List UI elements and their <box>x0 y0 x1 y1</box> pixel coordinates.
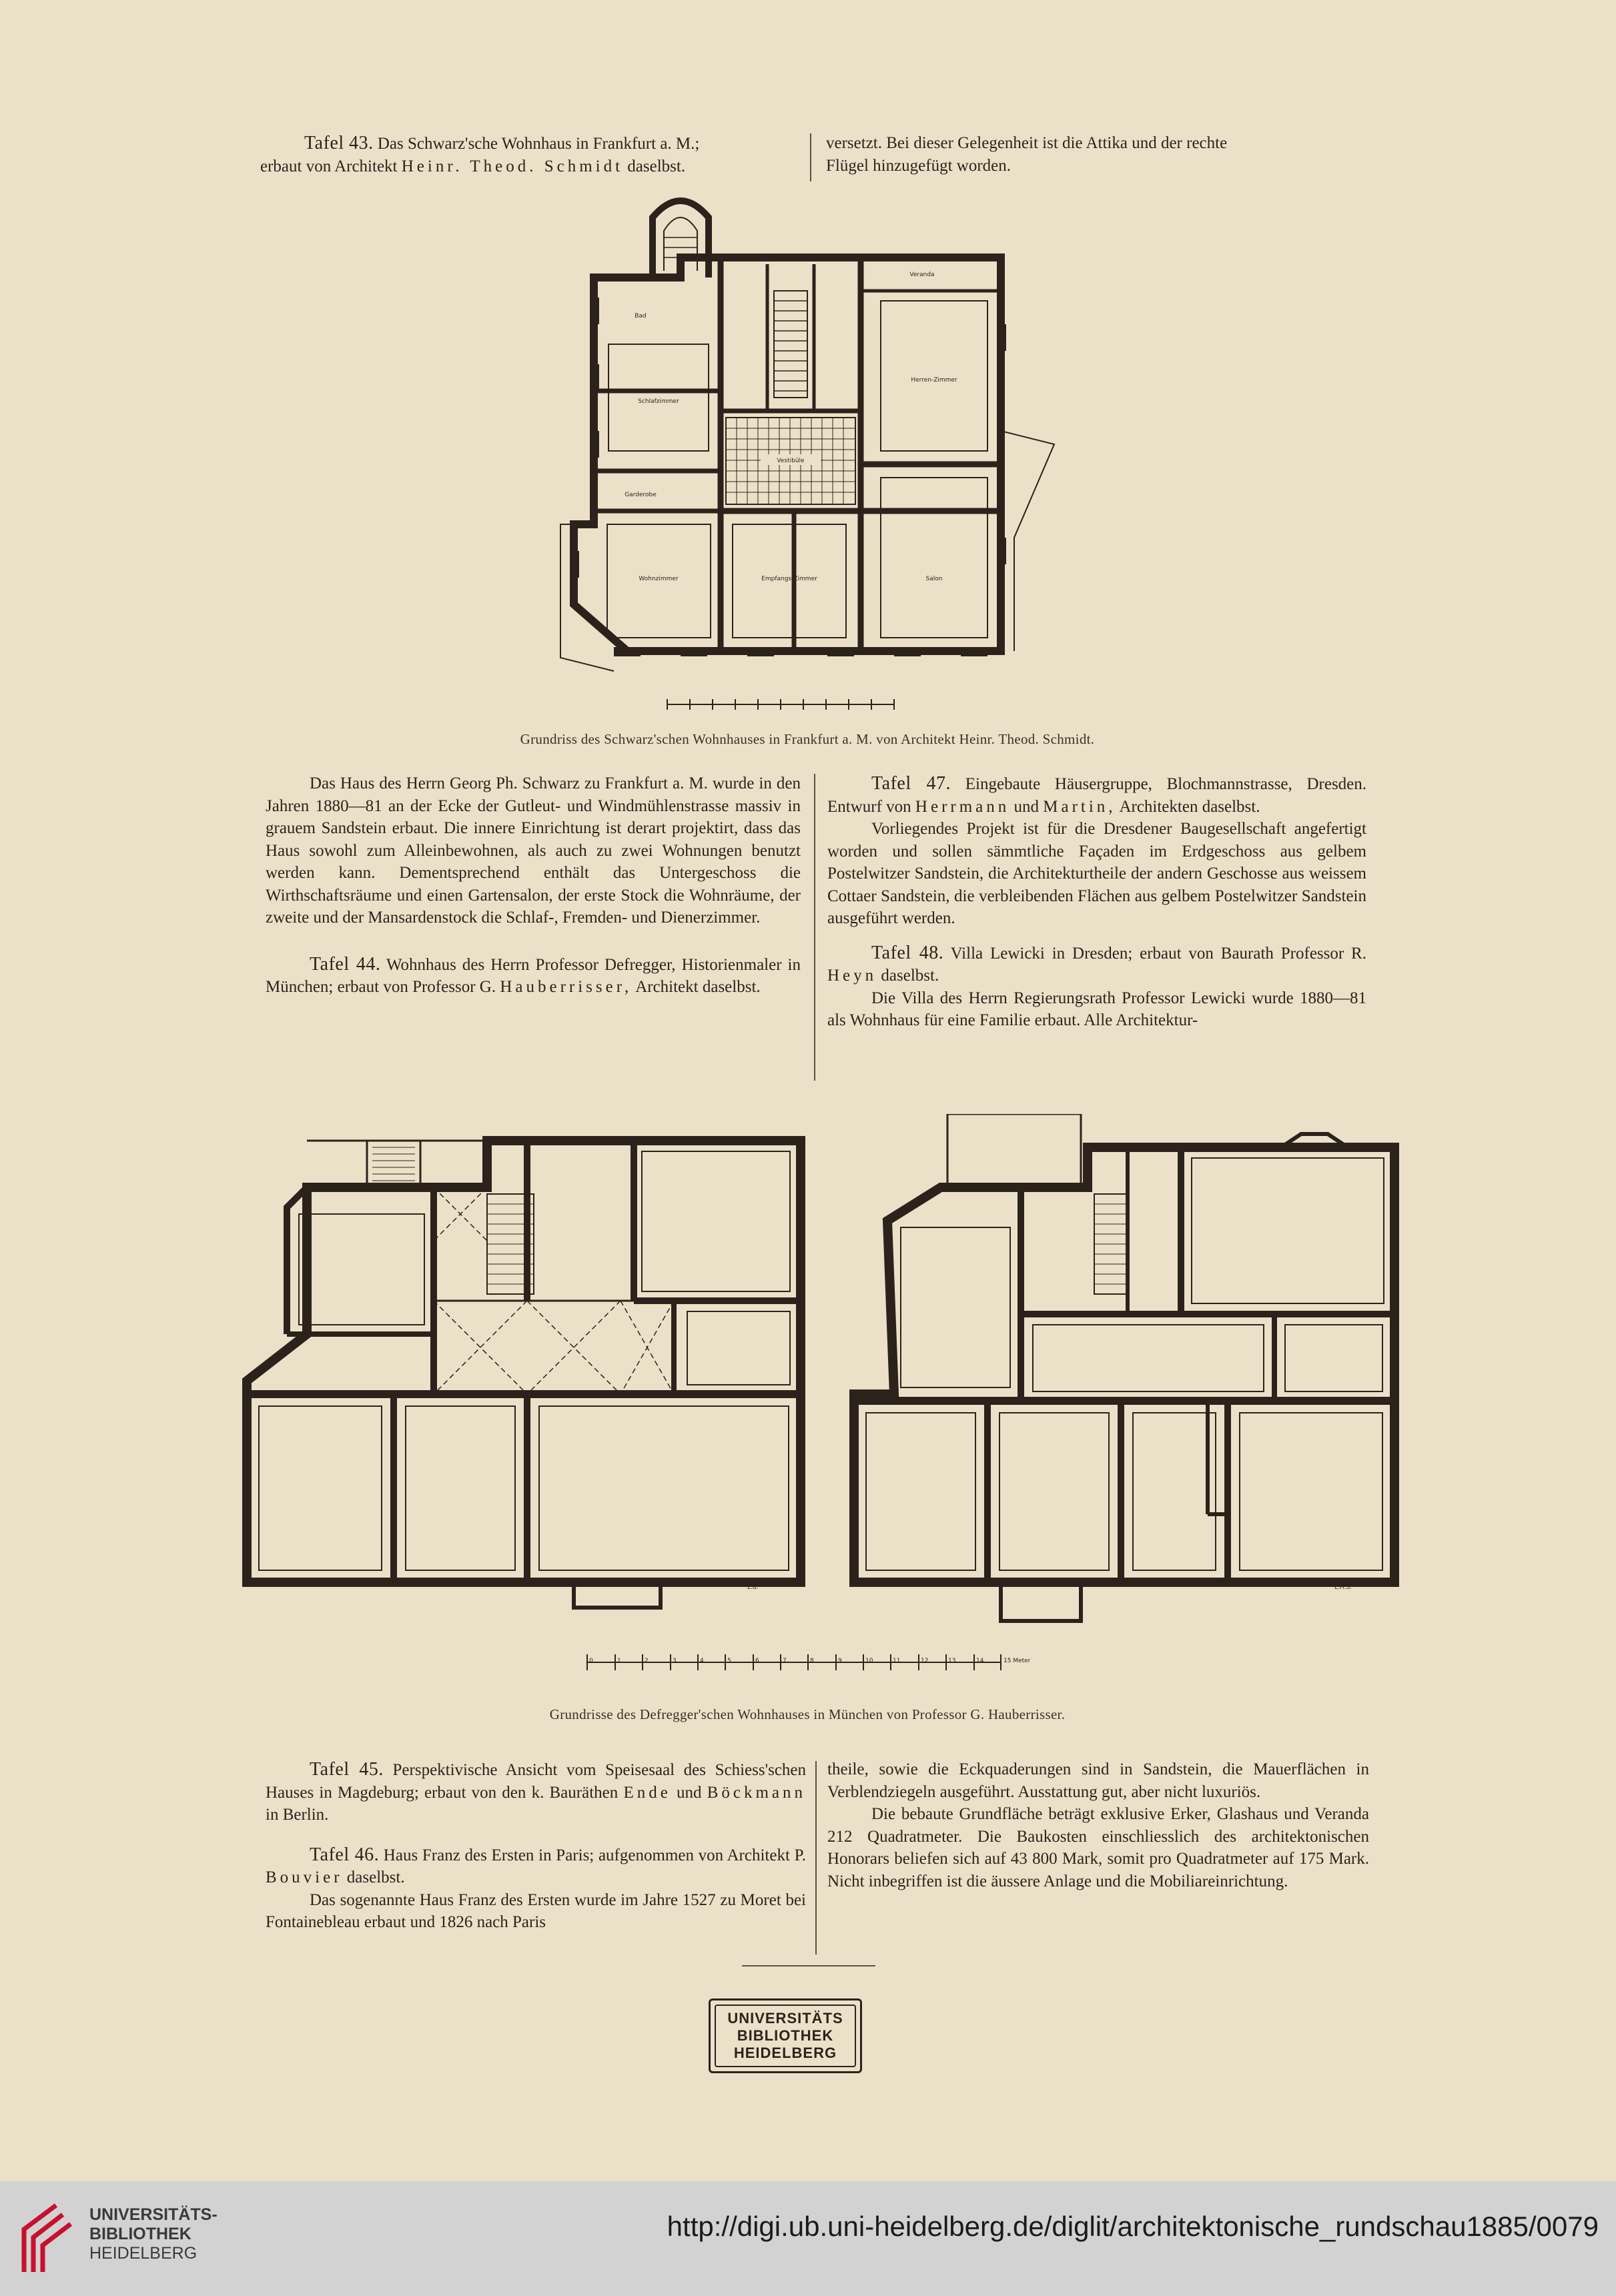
tafel-44-paragraph <box>266 953 801 999</box>
bottom-left-column <box>266 1758 806 1934</box>
logo-line-1: UNIVERSITÄTS- <box>89 2205 218 2224</box>
plan2-scale-13: 13 <box>948 1658 956 1664</box>
haus-franz-description: Das sogenannte Haus Franz des Ersten wurde im Jahre 1527 zu Moret bei Fontainebleau erbaut und 1826 nach Paris <box>266 1890 806 1931</box>
plan1-label-vestibuele: Vestibüle <box>777 458 805 464</box>
floor-plan-schwarz <box>547 191 1081 738</box>
plan2-scale-2: 2 <box>645 1658 649 1664</box>
tafel-47-architect-2: Martin, <box>1043 797 1116 816</box>
tafel-43-architect-prefix: erbaut von Architekt <box>260 157 398 175</box>
plan2-scale-5: 5 <box>727 1658 731 1664</box>
plan1-label-wohnzimmer: Wohnzimmer <box>639 576 679 582</box>
library-logo-icon <box>19 2197 79 2277</box>
defregger-plan-left <box>247 1141 801 1608</box>
plan2-scale-6: 6 <box>755 1658 759 1664</box>
plan1-caption: Grundriss des Schwarz'schen Wohnhauses in Frankfurt a. M. von Architekt Heinr. Theod. Schmidt. <box>520 731 1095 747</box>
plan1-label-empfangszimmer: Empfangs-Zimmer <box>761 576 817 582</box>
top-right-line1: versetzt. Bei dieser Gelegenheit ist die Attika und der rechte <box>826 134 1228 152</box>
tafel-43-heading <box>260 132 811 155</box>
tafel-46-text-end: daselbst. <box>346 1868 405 1886</box>
tafel-47-architect-1: Herrmann <box>915 797 1010 816</box>
tafel-43-architect-name: Heinr. Theod. Schmidt <box>401 157 624 175</box>
plan2-signature-right: L.H.S. <box>1334 1584 1352 1591</box>
lewicki-materials: theile, sowie die Eckquaderungen sind in Sandstein, die Mauerflächen in Verblendziegeln ausgeführt. Ausstattung gut, aber nicht luxuriös. <box>827 1760 1369 1801</box>
tafel-44-text: Wohnhaus des Herrn Professor Defregger, Historienmaler in München; erbaut von Professor G. <box>266 955 801 996</box>
library-stamp <box>709 1998 862 2073</box>
tafel-48-text: Villa Lewicki in Dresden; erbaut von Baurath Professor R. <box>950 944 1366 963</box>
tafel-43-line2 <box>260 155 811 178</box>
tafel-47-and: und <box>1014 797 1040 816</box>
tafel-47-lead: Tafel 47. <box>871 773 951 794</box>
tafel-48-architect-name: Heyn <box>827 967 877 985</box>
tafel-46-paragraph <box>266 1844 806 1889</box>
tafel-43-lead: Tafel 43. <box>304 133 374 153</box>
top-left-column <box>260 132 811 177</box>
stamp-line-1: UNIVERSITÄTS <box>727 2010 843 2027</box>
tafel-45-text: Perspektivische Ansicht vom Speisesaal des Schiess'schen Hauses in Magdeburg; erbaut von den k. Bauräthen <box>266 1761 807 1802</box>
tafel-44-architect-name: Hauberrisser, <box>500 978 633 996</box>
stamp-line-3: HEIDELBERG <box>733 2045 837 2061</box>
plan1-label-garderobe: Garderobe <box>625 492 657 498</box>
tafel-47-text: Eingebaute Häusergruppe, Blochmannstrasse, Dresden. Entwurf von <box>827 775 1367 816</box>
tafel-47-paragraph <box>827 772 1366 818</box>
top-right-line2: Flügel hinzugefügt worden. <box>826 156 1012 175</box>
dresden-project-description: Vorliegendes Projekt ist für die Dresdener Baugesellschaft angefertigt worden und sollen sämmtliche Façaden im Erdgeschoss aus gelbem Postelwitzer Sandstein, die Architekturtheile der andern Geschosse aus weissem Cottaer Sandstein, die verbleibenden Flächen aus gelbem Postelwitzer Sandstein ausgeführt werden. <box>827 820 1366 927</box>
tafel-48-lead: Tafel 48. <box>871 942 944 963</box>
plan2-scale-7: 7 <box>783 1658 787 1664</box>
tafel-45-lead: Tafel 45. <box>310 1759 384 1780</box>
plan1-label-schlafzimmer: Schlafzimmer <box>638 398 679 405</box>
plan1-label-veranda: Veranda <box>909 271 935 278</box>
column-divider-bottom <box>815 1761 817 1954</box>
tafel-44-lead: Tafel 44. <box>310 953 381 975</box>
plan2-scale-15: 15 Meter <box>1003 1658 1031 1664</box>
middle-left-column <box>266 772 801 999</box>
bottom-right-column <box>827 1758 1369 1892</box>
defregger-plan-right <box>854 1114 1394 1621</box>
tafel-46-architect-name: Bouvier <box>266 1868 343 1886</box>
middle-right-column <box>827 772 1366 1032</box>
plan2-scale-3: 3 <box>673 1658 677 1664</box>
plan2-scale-9: 9 <box>838 1658 842 1664</box>
column-divider-top <box>810 133 811 181</box>
plan1-scale-bar <box>667 699 894 710</box>
tafel-44-text-end: Architekt daselbst. <box>635 978 761 996</box>
plan2-scale-4: 4 <box>700 1658 704 1664</box>
tafel-46-lead: Tafel 46. <box>310 1844 380 1865</box>
plan2-caption: Grundrisse des Defregger'schen Wohnhauses in München von Professor G. Hauberrisser. <box>549 1706 1066 1722</box>
plan1-label-salon: Salon <box>925 576 943 582</box>
plan2-scale-11: 11 <box>893 1658 901 1664</box>
lewicki-costs: Die bebaute Grundfläche beträgt exklusive Erker, Glashaus und Veranda 212 Quadratmeter. Die Baukosten einschliesslich des architektonischen Honorars beliefen sich auf 43 800 Mark, somit pro Quadratmeter auf 175 Mark. Nicht inbegriffen ist die äussere Anlage und die Mobiliareinrichtung. <box>827 1805 1369 1890</box>
tafel-45-and: und <box>677 1783 702 1802</box>
plan2-signature-left: L.d. <box>747 1584 759 1591</box>
floor-plans-defregger <box>234 1114 1408 1701</box>
top-right-column <box>826 132 1360 177</box>
tafel-45-architect-1: Ende <box>623 1783 671 1802</box>
tafel-47-text-end: Architekten daselbst. <box>1119 797 1260 816</box>
plan2-scale-12: 12 <box>921 1658 929 1664</box>
lewicki-villa-description: Die Villa des Herrn Regierungsrath Professor Lewicki wurde 1880—81 als Wohnhaus für eine Familie erbaut. Alle Architektur- <box>827 989 1366 1029</box>
logo-line-2: BIBLIOTHEK <box>89 2225 191 2243</box>
schwarz-description: Das Haus des Herrn Georg Ph. Schwarz zu Frankfurt a. M. wurde in den Jahren 1880—81 an der Ecke der Gutleut- und Windmühlenstrasse massiv in grauem Sandstein erbaut. Die innere Einrichtung ist derart projektirt, dass das Haus sowohl zum Alleinbewohnen, als auch zu zwei Wohnungen benutzt werden kann. Dementsprechend enthält das Untergeschoss die Wirthschaftsräume und einen Gartensalon, der erste Stock die Wohnräume, der zweite und der Mansardenstock die Schlaf-, Fremden- und Dienerzimmer. <box>266 774 801 927</box>
plan2-scale-bar <box>587 1654 1001 1670</box>
tafel-45-paragraph <box>266 1758 806 1826</box>
tafel-45-architect-2: Böckmann <box>707 1783 807 1802</box>
end-rule <box>742 1965 875 1966</box>
column-divider-middle <box>814 774 815 1081</box>
plan1-label-herrenzimmer: Herren-Zimmer <box>911 377 957 384</box>
plan2-scale-14: 14 <box>976 1658 984 1664</box>
footer-bar <box>0 2181 1616 2296</box>
tafel-43-architect-suffix: daselbst. <box>627 157 686 175</box>
plan1-label-bad: Bad <box>635 313 647 320</box>
tafel-48-paragraph <box>827 942 1366 987</box>
source-url-link[interactable]: http://digi.ub.uni-heidelberg.de/diglit/architektonische_rundschau1885/0079 <box>667 2211 1599 2242</box>
stamp-line-2: BIBLIOTHEK <box>737 2027 834 2044</box>
library-logo-text <box>89 2205 218 2263</box>
plan2-scale-1: 1 <box>617 1658 621 1664</box>
tafel-46-text: Haus Franz des Ersten in Paris; aufgenommen von Architekt P. <box>383 1846 807 1864</box>
tafel-48-text-end: daselbst. <box>881 967 939 985</box>
logo-line-3: HEIDELBERG <box>89 2244 197 2263</box>
plan2-scale-0: 0 <box>589 1658 593 1664</box>
plan2-scale-10: 10 <box>865 1658 873 1664</box>
plan2-scale-8: 8 <box>810 1658 814 1664</box>
tafel-45-text-end: in Berlin. <box>266 1806 329 1824</box>
tafel-43-title: Das Schwarz'sche Wohnhaus in Frankfurt a. M.; <box>377 135 700 153</box>
